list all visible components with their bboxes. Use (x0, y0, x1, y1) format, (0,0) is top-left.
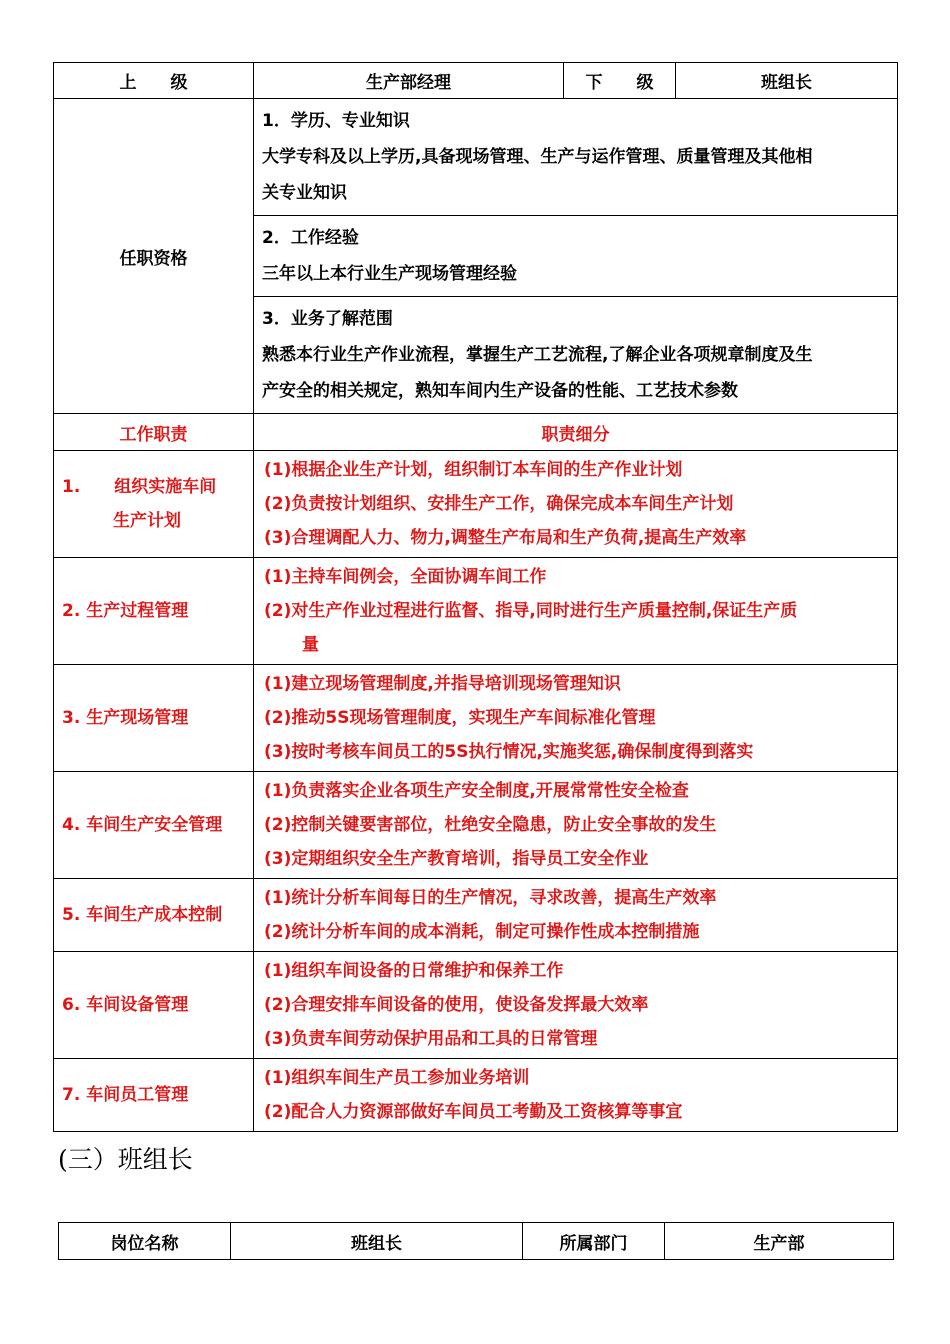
duty-row-7 (54, 1059, 898, 1132)
qualification-title: 3．业务了解范围 (262, 309, 393, 329)
duty-item: (1)组织车间设备的日常维护和保养工作 (264, 961, 564, 981)
duty-label: 4. 车间生产安全管理 (54, 772, 254, 879)
duty-item: (1)根据企业生产计划，组织制订本车间的生产作业计划 (264, 460, 683, 480)
qualification-title: 1．学历、专业知识 (262, 111, 410, 131)
duty-item: (3)定期组织安全生产教育培训，指导员工安全作业 (264, 849, 649, 869)
department-value: 生产部 (665, 1223, 894, 1260)
position-row (59, 1223, 894, 1260)
duty-item: (3)负责车间劳动保护用品和工具的日常管理 (264, 1029, 598, 1049)
qualification-text: 产安全的相关规定，熟知车间内生产设备的性能、工艺技术参数 (262, 381, 738, 401)
superior-label: 上 级 (54, 63, 254, 99)
duty-row-6 (54, 952, 898, 1059)
duty-item: (1)组织车间生产员工参加业务培训 (264, 1068, 530, 1088)
duty-row-1 (54, 451, 898, 558)
duty-label-line: 生产计划 (62, 511, 181, 531)
duty-label-line: 1. 组织实施车间 (62, 477, 217, 497)
duties-header-right: 职责细分 (254, 414, 898, 451)
duty-item: (2)推动5S现场管理制度，实现生产车间标准化管理 (264, 708, 656, 728)
qualification-education (254, 99, 898, 216)
duty-item: 量 (302, 635, 319, 655)
duty-item: (2)负责按计划组织、安排生产工作，确保完成本车间生产计划 (264, 494, 734, 514)
duty-label: 3. 生产现场管理 (54, 665, 254, 772)
duties-header-left: 工作职责 (54, 414, 254, 451)
superior-value: 生产部经理 (254, 63, 564, 99)
qualification-text: 大学专科及以上学历,具备现场管理、生产与运作管理、质量管理及其他相 (262, 147, 813, 167)
qualification-row-1 (54, 99, 898, 216)
duty-item: (2)对生产作业过程进行监督、指导,同时进行生产质量控制,保证生产质 (264, 601, 798, 621)
duty-items (254, 451, 898, 558)
qualifications-label: 任职资格 (54, 99, 254, 414)
duty-item: (2)统计分析车间的成本消耗，制定可操作性成本控制措施 (264, 922, 700, 942)
team-leader-table (58, 1222, 894, 1260)
section-heading: (三）班组长 (58, 1145, 193, 1174)
qualification-text: 关专业知识 (262, 183, 347, 203)
duty-item: (1)统计分析车间每日的生产情况，寻求改善，提高生产效率 (264, 888, 717, 908)
duty-label: 5. 车间生产成本控制 (54, 879, 254, 952)
duty-item: (2)配合人力资源部做好车间员工考勤及工资核算等事宜 (264, 1102, 683, 1122)
duty-label: 7. 车间员工管理 (54, 1059, 254, 1132)
duty-label: 6. 车间设备管理 (54, 952, 254, 1059)
duty-item: (1)主持车间例会，全面协调车间工作 (264, 567, 547, 587)
qualification-experience (254, 216, 898, 297)
duty-item: (3)按时考核车间员工的5S执行情况,实施奖惩,确保制度得到落实 (264, 742, 754, 762)
position-value: 班组长 (231, 1223, 523, 1260)
duty-items (254, 772, 898, 879)
position-label: 岗位名称 (59, 1223, 231, 1260)
duty-row-3 (54, 665, 898, 772)
duty-item: (2)合理安排车间设备的使用，使设备发挥最大效率 (264, 995, 649, 1015)
duty-item: (3)合理调配人力、物力,调整生产布局和生产负荷,提高生产效率 (264, 528, 747, 548)
duty-row-4 (54, 772, 898, 879)
duty-items (254, 558, 898, 665)
qualification-text: 三年以上本行业生产现场管理经验 (262, 264, 517, 284)
subordinate-label: 下 级 (564, 63, 676, 99)
duty-label (54, 451, 254, 558)
qualification-title: 2．工作经验 (262, 228, 359, 248)
duty-item: (1)负责落实企业各项生产安全制度,开展常常性安全检查 (264, 781, 689, 801)
subordinate-value: 班组长 (676, 63, 898, 99)
duty-item: (2)控制关键要害部位，杜绝安全隐患，防止安全事故的发生 (264, 815, 717, 835)
qualification-business-scope (254, 297, 898, 414)
qualification-text: 熟悉本行业生产作业流程，掌握生产工艺流程,了解企业各项规章制度及生 (262, 345, 813, 365)
job-description-table (53, 62, 898, 1132)
duty-row-5 (54, 879, 898, 952)
duty-items (254, 952, 898, 1059)
duty-items (254, 1059, 898, 1132)
duty-items (254, 879, 898, 952)
department-label: 所属部门 (523, 1223, 665, 1260)
reporting-row (54, 63, 898, 99)
duty-items (254, 665, 898, 772)
duty-label: 2. 生产过程管理 (54, 558, 254, 665)
duties-header-row (54, 414, 898, 451)
duty-row-2 (54, 558, 898, 665)
duty-item: (1)建立现场管理制度,并指导培训现场管理知识 (264, 674, 621, 694)
